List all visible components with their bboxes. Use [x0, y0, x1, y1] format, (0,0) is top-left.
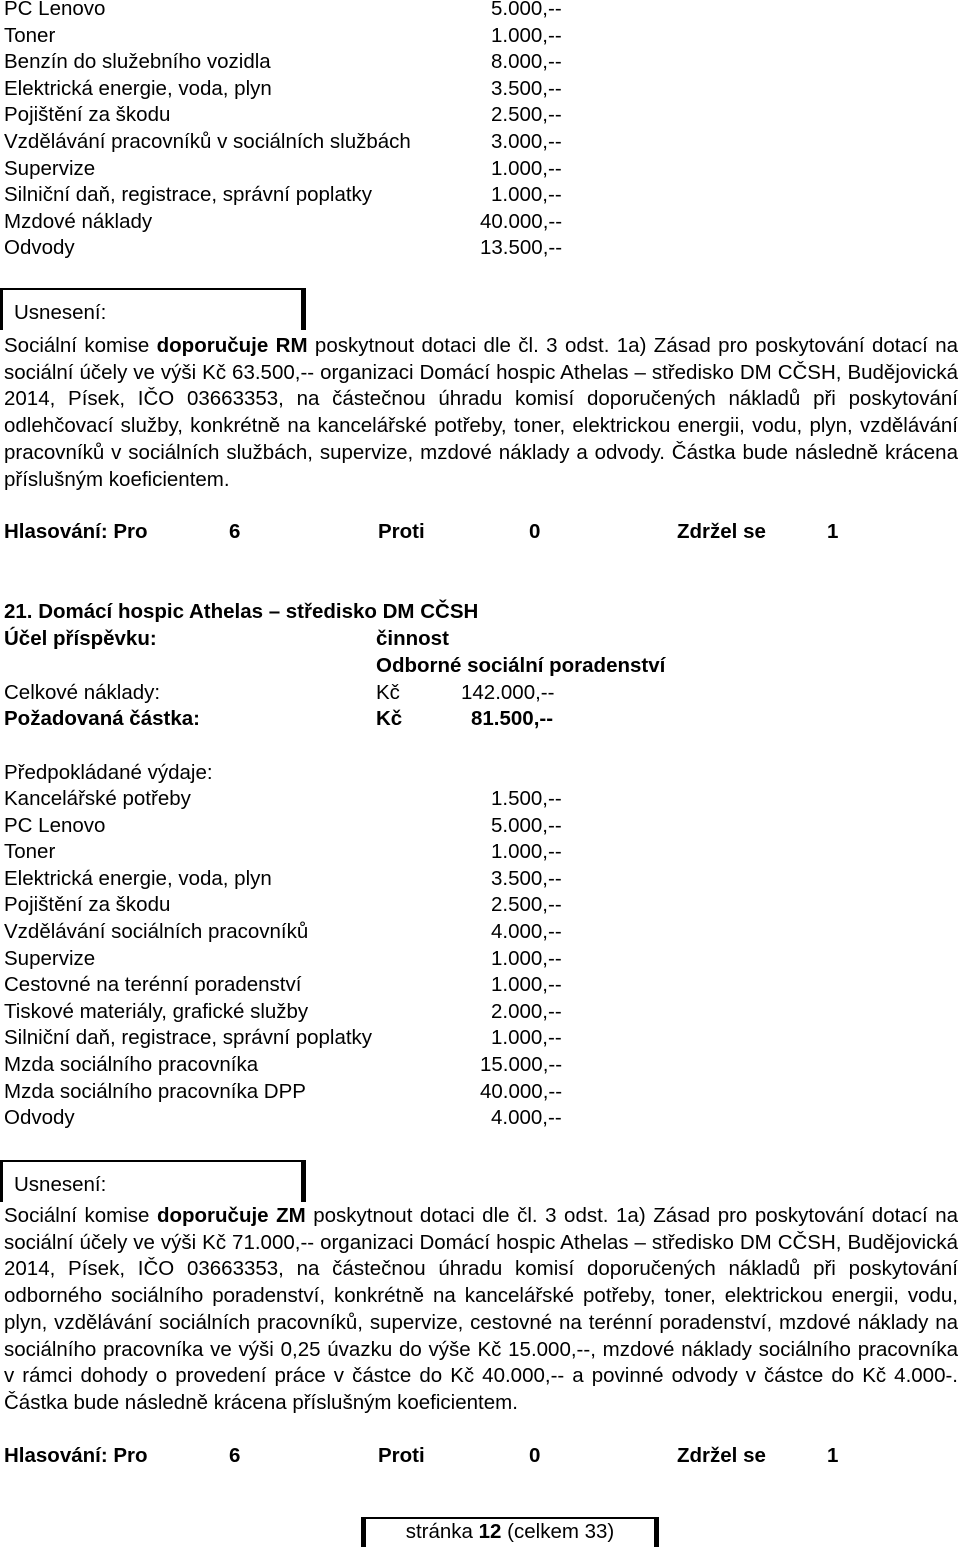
cost-item-label: Vzdělávání pracovníků v sociálních službách — [4, 130, 411, 153]
expense-item-amount: 1.000,-- — [491, 1026, 562, 1050]
resolution-recommendation: doporučuje RM — [156, 334, 308, 357]
cost-item-amount: 8.000,-- — [491, 50, 562, 74]
resolution-text-start: Sociální komise — [4, 334, 157, 357]
expense-item-amount: 40.000,-- — [480, 1079, 563, 1103]
expense-item-label: Tiskové materiály, grafické služby — [4, 999, 309, 1023]
expense-item-label: Vzdělávání sociálních pracovníků — [4, 920, 309, 943]
cost-item-amount: 1.000,-- — [491, 23, 562, 47]
cost-item-amount: 5.000,-- — [491, 0, 562, 20]
resolution-2-text-body: poskytnout dotaci dle čl. 3 odst. 1a) Zásad pro poskytování dotací na sociální účely ve výši Kč 71.000,-- organizaci Domácí hospic Athelas – středisko DM CČSH, Budějovická 2014, Písek, IČO 03663353, na částečnou úhradu komisí doporučených nákladů při poskytování odborného sociálního poradenství, konkrétně na kancelářské potřeby, toner, elektrickou energii, vodu, plyn, vzdělávání sociálních pracovníků, supervize, cestovné na terénní poradenství, mzdové náklady na sociálního pracovníka ve výši 0,25 úvazku do výše Kč 15.000,--, mzdové náklady sociálního pracovníka v rámci dohody o provedení práce v částce do Kč 40.000,-- a povinné odvody v částce do Kč 4.000-. Částka bude následně krácena příslušným koeficientem. — [4, 1204, 958, 1414]
cost-item-label: Toner — [4, 23, 56, 47]
expense-item-amount: 3.500,-- — [491, 866, 562, 890]
cost-item-label: Elektrická energie, voda, plyn — [4, 76, 272, 100]
cost-item-label: Benzín do služebního vozidla — [4, 50, 271, 74]
expense-item-label: Pojištění za škodu — [4, 893, 171, 917]
vote-proti-label: Proti — [378, 520, 425, 543]
requested-amount-value: 81.500,-- — [471, 707, 554, 730]
expense-item-label: Supervize — [4, 946, 96, 970]
expense-item-amount: 4.000,-- — [491, 920, 562, 943]
footer-page-number: 12 — [478, 1520, 502, 1543]
expense-item-amount: 2.000,-- — [491, 999, 562, 1023]
expense-item-label: Silniční daň, registrace, správní poplatky — [4, 1026, 373, 1050]
vote-zdrzel-label: Zdržel se — [677, 520, 766, 543]
expense-item-amount: 1.000,-- — [491, 973, 562, 997]
expense-item-amount: 4.000,-- — [491, 1106, 562, 1130]
expense-item-label: Toner — [4, 840, 56, 864]
vote-pro-count-2: 6 — [229, 1444, 241, 1467]
footer-total: (celkem 33) — [501, 1520, 615, 1543]
resolution-box — [0, 288, 306, 330]
vote-proti-count-2: 0 — [529, 1444, 541, 1467]
cost-item-label: Odvody — [4, 236, 75, 260]
footer-prefix: stránka — [405, 1520, 479, 1543]
expense-item-label: Cestovné na terénní poradenství — [4, 973, 302, 997]
vote-label: Hlasování: Pro — [4, 520, 148, 543]
page-footer — [361, 1517, 659, 1547]
expense-item-amount: 1.500,-- — [491, 787, 562, 810]
cost-item-amount: 2.500,-- — [491, 103, 562, 127]
resolution-text-2 — [4, 1203, 958, 1417]
expense-item-label: Kancelářské potřeby — [4, 787, 191, 810]
purpose-label: Účel příspěvku: — [4, 627, 157, 650]
section-title: 21. Domácí hospic Athelas – středisko DM CČSH — [4, 600, 479, 623]
vote-pro-count: 6 — [229, 520, 241, 543]
expense-item-label: Mzda sociálního pracovníka DPP — [4, 1079, 306, 1103]
resolution-2-recommendation: doporučuje ZM — [156, 1204, 306, 1227]
expense-item-amount: 1.000,-- — [491, 946, 562, 970]
cost-item-label: PC Lenovo — [4, 0, 106, 20]
expense-item-label: Mzda sociálního pracovníka — [4, 1053, 259, 1076]
cost-item-label: Mzdové náklady — [4, 209, 153, 233]
purpose-value: činnost — [376, 627, 449, 650]
cost-item-amount: 1.000,-- — [491, 156, 562, 180]
cost-item-label: Pojištění za škodu — [4, 103, 171, 127]
cost-item-label: Silniční daň, registrace, správní poplatky — [4, 183, 373, 207]
vote-zdrzel-count: 1 — [827, 520, 839, 543]
expense-item-amount: 1.000,-- — [491, 840, 562, 864]
resolution-box-2 — [0, 1160, 306, 1202]
resolution-label: Usnesení: — [14, 301, 107, 324]
purpose-value-2: Odborné sociální poradenství — [376, 654, 666, 677]
resolution-2-text-start: Sociální komise — [4, 1204, 157, 1227]
total-costs-currency: Kč — [376, 681, 400, 704]
expense-item-amount: 2.500,-- — [491, 893, 562, 917]
expense-item-label: Odvody — [4, 1106, 75, 1130]
cost-item-amount: 3.000,-- — [491, 130, 562, 153]
cost-item-amount: 40.000,-- — [480, 209, 563, 233]
resolution-text-body: poskytnout dotaci dle čl. 3 odst. 1a) Zásad pro poskytování dotací na sociální účely ve výši Kč 63.500,-- organizaci Domácí hospic Athelas – středisko DM CČSH, Budějovická 2014, Písek, IČO 03663353, na částečnou úhradu komisí doporučených nákladů při poskytování odlehčovací služby, konkrétně na kancelářské potřeby, toner, elektrickou energii, vodu, plyn, vzdělávání pracovníků v sociálních službách, supervize, mzdové náklady a odvody. Částka bude následně krácena příslušným koeficientem. — [4, 334, 958, 491]
requested-amount-label: Požadovaná částka: — [4, 707, 200, 730]
total-costs-value: 142.000,-- — [461, 681, 555, 704]
cost-item-amount: 13.500,-- — [480, 236, 563, 260]
total-costs-label: Celkové náklady: — [4, 681, 161, 704]
expense-item-amount: 15.000,-- — [480, 1053, 563, 1076]
vote-label-2: Hlasování: Pro — [4, 1444, 148, 1467]
vote-proti-label-2: Proti — [378, 1444, 425, 1467]
resolution-text — [4, 333, 958, 493]
expense-item-label: PC Lenovo — [4, 813, 106, 837]
resolution-label-2: Usnesení: — [14, 1173, 107, 1196]
cost-item-amount: 3.500,-- — [491, 76, 562, 100]
expense-item-label: Elektrická energie, voda, plyn — [4, 866, 272, 890]
cost-item-amount: 1.000,-- — [491, 183, 562, 207]
vote-zdrzel-label-2: Zdržel se — [677, 1444, 766, 1467]
expense-item-amount: 5.000,-- — [491, 813, 562, 837]
expenses-heading-text: Předpokládané výdaje: — [4, 761, 213, 784]
cost-item-label: Supervize — [4, 156, 96, 180]
requested-amount-currency: Kč — [376, 707, 403, 730]
vote-proti-count: 0 — [529, 520, 541, 543]
vote-zdrzel-count-2: 1 — [827, 1444, 839, 1467]
